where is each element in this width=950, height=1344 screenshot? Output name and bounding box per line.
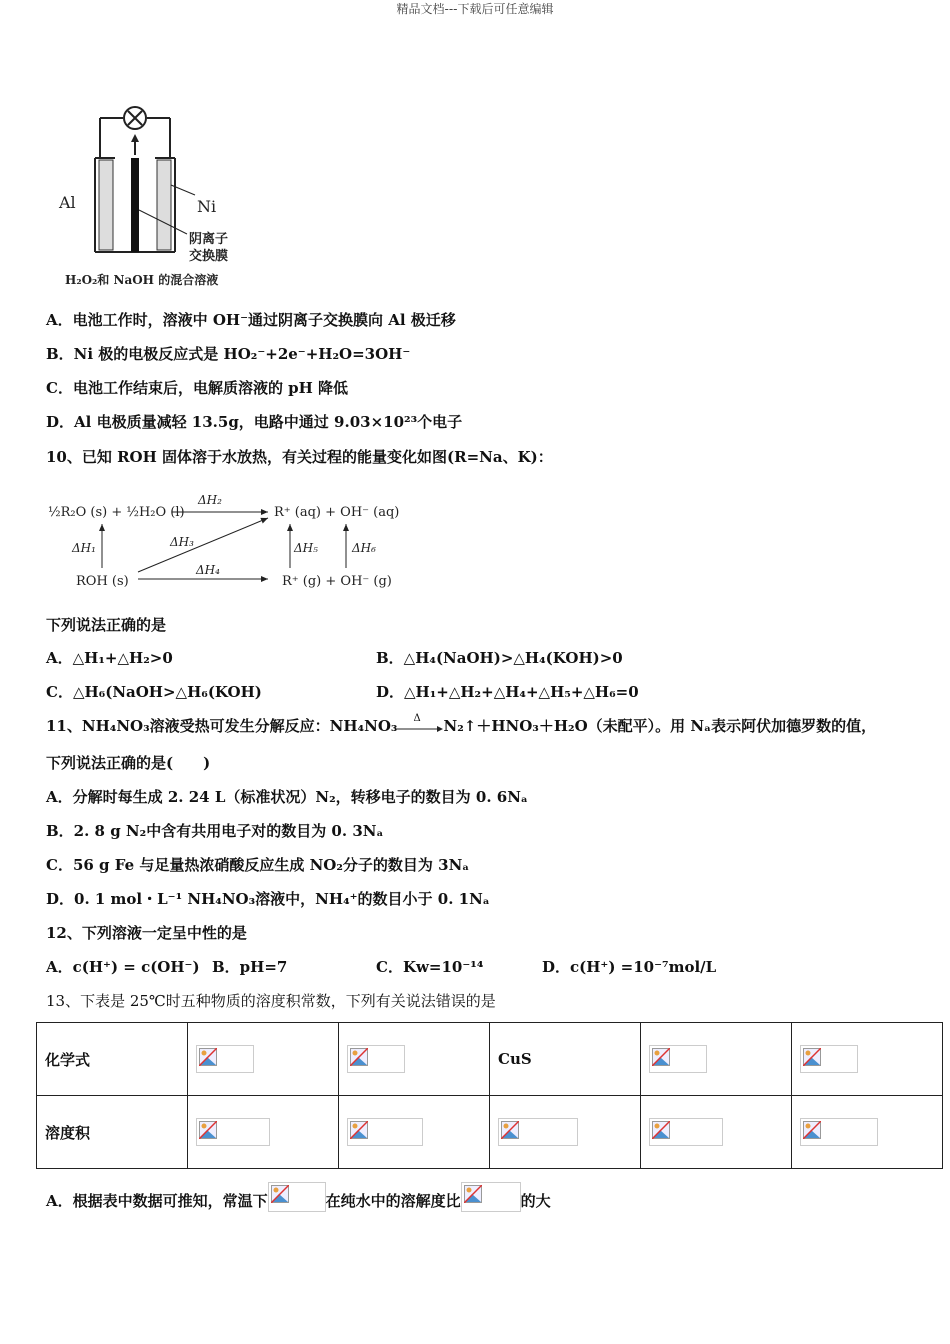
broken-image-icon xyxy=(196,1118,270,1146)
label-dh6: ΔH₆ xyxy=(352,541,376,555)
table-cell xyxy=(641,1023,792,1096)
broken-image-icon xyxy=(347,1045,405,1073)
label-dh4: ΔH₄ xyxy=(196,563,220,577)
q13-option-a xyxy=(46,1182,551,1212)
table-row xyxy=(37,1023,943,1096)
q12-option-a: A．c(H⁺) = c(OH⁻) xyxy=(46,958,200,976)
state-bottom-right: R⁺ (g) + OH⁻ (g) xyxy=(282,574,392,589)
q11-stem-part-b: N₂↑＋HNO₃＋H₂O（未配平）。用 Nₐ表示阿伏加德罗数的值， xyxy=(443,717,877,735)
state-top-right: R⁺ (aq) + OH⁻ (aq) xyxy=(274,505,400,520)
broken-image-icon xyxy=(498,1118,578,1146)
q12-option-d: D．c(H⁺) =10⁻⁷mol/L xyxy=(542,958,717,976)
reaction-arrow-icon xyxy=(397,717,443,737)
heat-symbol: Δ xyxy=(413,713,421,724)
label-membrane-2: 交换膜 xyxy=(189,249,229,264)
ksp-table xyxy=(36,1022,943,1169)
label-dh1: ΔH₁ xyxy=(72,541,96,555)
heat-arrow xyxy=(397,713,443,737)
table-cell xyxy=(339,1096,490,1169)
table-cell-header: 溶度积 xyxy=(37,1096,188,1169)
broken-image-icon xyxy=(268,1182,326,1212)
label-dh3: ΔH₃ xyxy=(170,535,194,549)
broken-image-icon xyxy=(800,1118,878,1146)
table-cell xyxy=(490,1096,641,1169)
label-dh2: ΔH₂ xyxy=(198,493,222,507)
table-cell xyxy=(339,1023,490,1096)
table-cell xyxy=(188,1023,339,1096)
broken-image-icon xyxy=(800,1045,858,1073)
q11-stem-line2: 下列说法正确的是( ) xyxy=(46,754,211,772)
table-cell xyxy=(641,1096,792,1169)
table-cell xyxy=(792,1023,943,1096)
table-cell xyxy=(792,1096,943,1169)
q9-option-c: C．电池工作结束后，电解质溶液的 pH 降低 xyxy=(46,379,349,397)
q10-option-d: D．△H₁+△H₂+△H₄+△H₅+△H₆=0 xyxy=(376,683,639,701)
broken-image-icon xyxy=(196,1045,254,1073)
q9-option-d: D．Al 电极质量减轻 13.5g，电路中通过 9.03×10²³个电子 xyxy=(46,413,463,431)
broken-image-icon xyxy=(347,1118,423,1146)
q11-option-b: B．2. 8 g N₂中含有共用电子对的数目为 0. 3Nₐ xyxy=(46,822,384,840)
q11-option-c: C．56 g Fe 与足量热浓硝酸反应生成 NO₂分子的数目为 3Nₐ xyxy=(46,856,470,874)
q13-option-a-part1: A．根据表中数据可推知，常温下 xyxy=(46,1192,268,1210)
q9-option-a: A．电池工作时，溶液中 OH⁻通过阴离子交换膜向 Al 极迁移 xyxy=(46,311,456,329)
q12-stem: 12、下列溶液一定呈中性的是 xyxy=(46,924,247,942)
table-cell: CuS xyxy=(490,1023,641,1096)
table-row xyxy=(37,1096,943,1169)
label-membrane-1: 阴离子 xyxy=(189,232,229,247)
q10-option-a: A．△H₁+△H₂>0 xyxy=(46,649,173,667)
q11-stem-part-a: 11、NH₄NO₃溶液受热可发生分解反应：NH₄NO₃ xyxy=(46,717,398,735)
broken-image-icon xyxy=(649,1045,707,1073)
table-cell-header: 化学式 xyxy=(37,1023,188,1096)
label-al: Al xyxy=(59,193,76,212)
q13-option-a-part3: 的大 xyxy=(520,1192,551,1210)
q13-option-a-part2: 在纯水中的溶解度比 xyxy=(325,1192,461,1210)
label-solution: H₂O₂和 NaOH 的混合溶液 xyxy=(65,273,219,287)
q11-option-a: A．分解时每生成 2. 24 L（标准状况）N₂，转移电子的数目为 0. 6Nₐ xyxy=(46,788,528,806)
broken-image-icon xyxy=(461,1182,521,1212)
q11-option-d: D．0. 1 mol・L⁻¹ NH₄NO₃溶液中，NH₄⁺的数目小于 0. 1Nₐ xyxy=(46,890,490,908)
state-top-left: ½R₂O (s) + ½H₂O (l) xyxy=(48,505,185,520)
q10-prompt: 下列说法正确的是 xyxy=(46,616,167,634)
q10-option-c: C．△H₆(NaOH>△H₆(KOH) xyxy=(46,683,262,701)
page-header: 精品文档---下载后可任意编辑 xyxy=(396,2,554,16)
label-ni: Ni xyxy=(197,197,217,216)
q9-option-b: B．Ni 极的电极反应式是 HO₂⁻+2e⁻+H₂O=3OH⁻ xyxy=(46,345,411,363)
battery-diagram xyxy=(55,100,255,295)
q12-option-c: C．Kw=10⁻¹⁴ xyxy=(376,958,484,976)
label-dh5: ΔH₅ xyxy=(294,541,318,555)
broken-image-icon xyxy=(649,1118,723,1146)
q13-stem: 13、下表是 25℃时五种物质的溶度积常数，下列有关说法错误的是 xyxy=(46,992,496,1010)
q12-option-b: B．pH=7 xyxy=(212,958,288,976)
q10-option-b: B．△H₄(NaOH)>△H₄(KOH)>0 xyxy=(376,649,623,667)
state-bottom-left: ROH (s) xyxy=(76,574,129,589)
q10-stem: 10、已知 ROH 固体溶于水放热，有关过程的能量变化如图(R=Na、K)： xyxy=(46,448,553,466)
table-cell xyxy=(188,1096,339,1169)
q11-stem-line1 xyxy=(46,713,877,737)
energy-diagram xyxy=(46,488,406,598)
